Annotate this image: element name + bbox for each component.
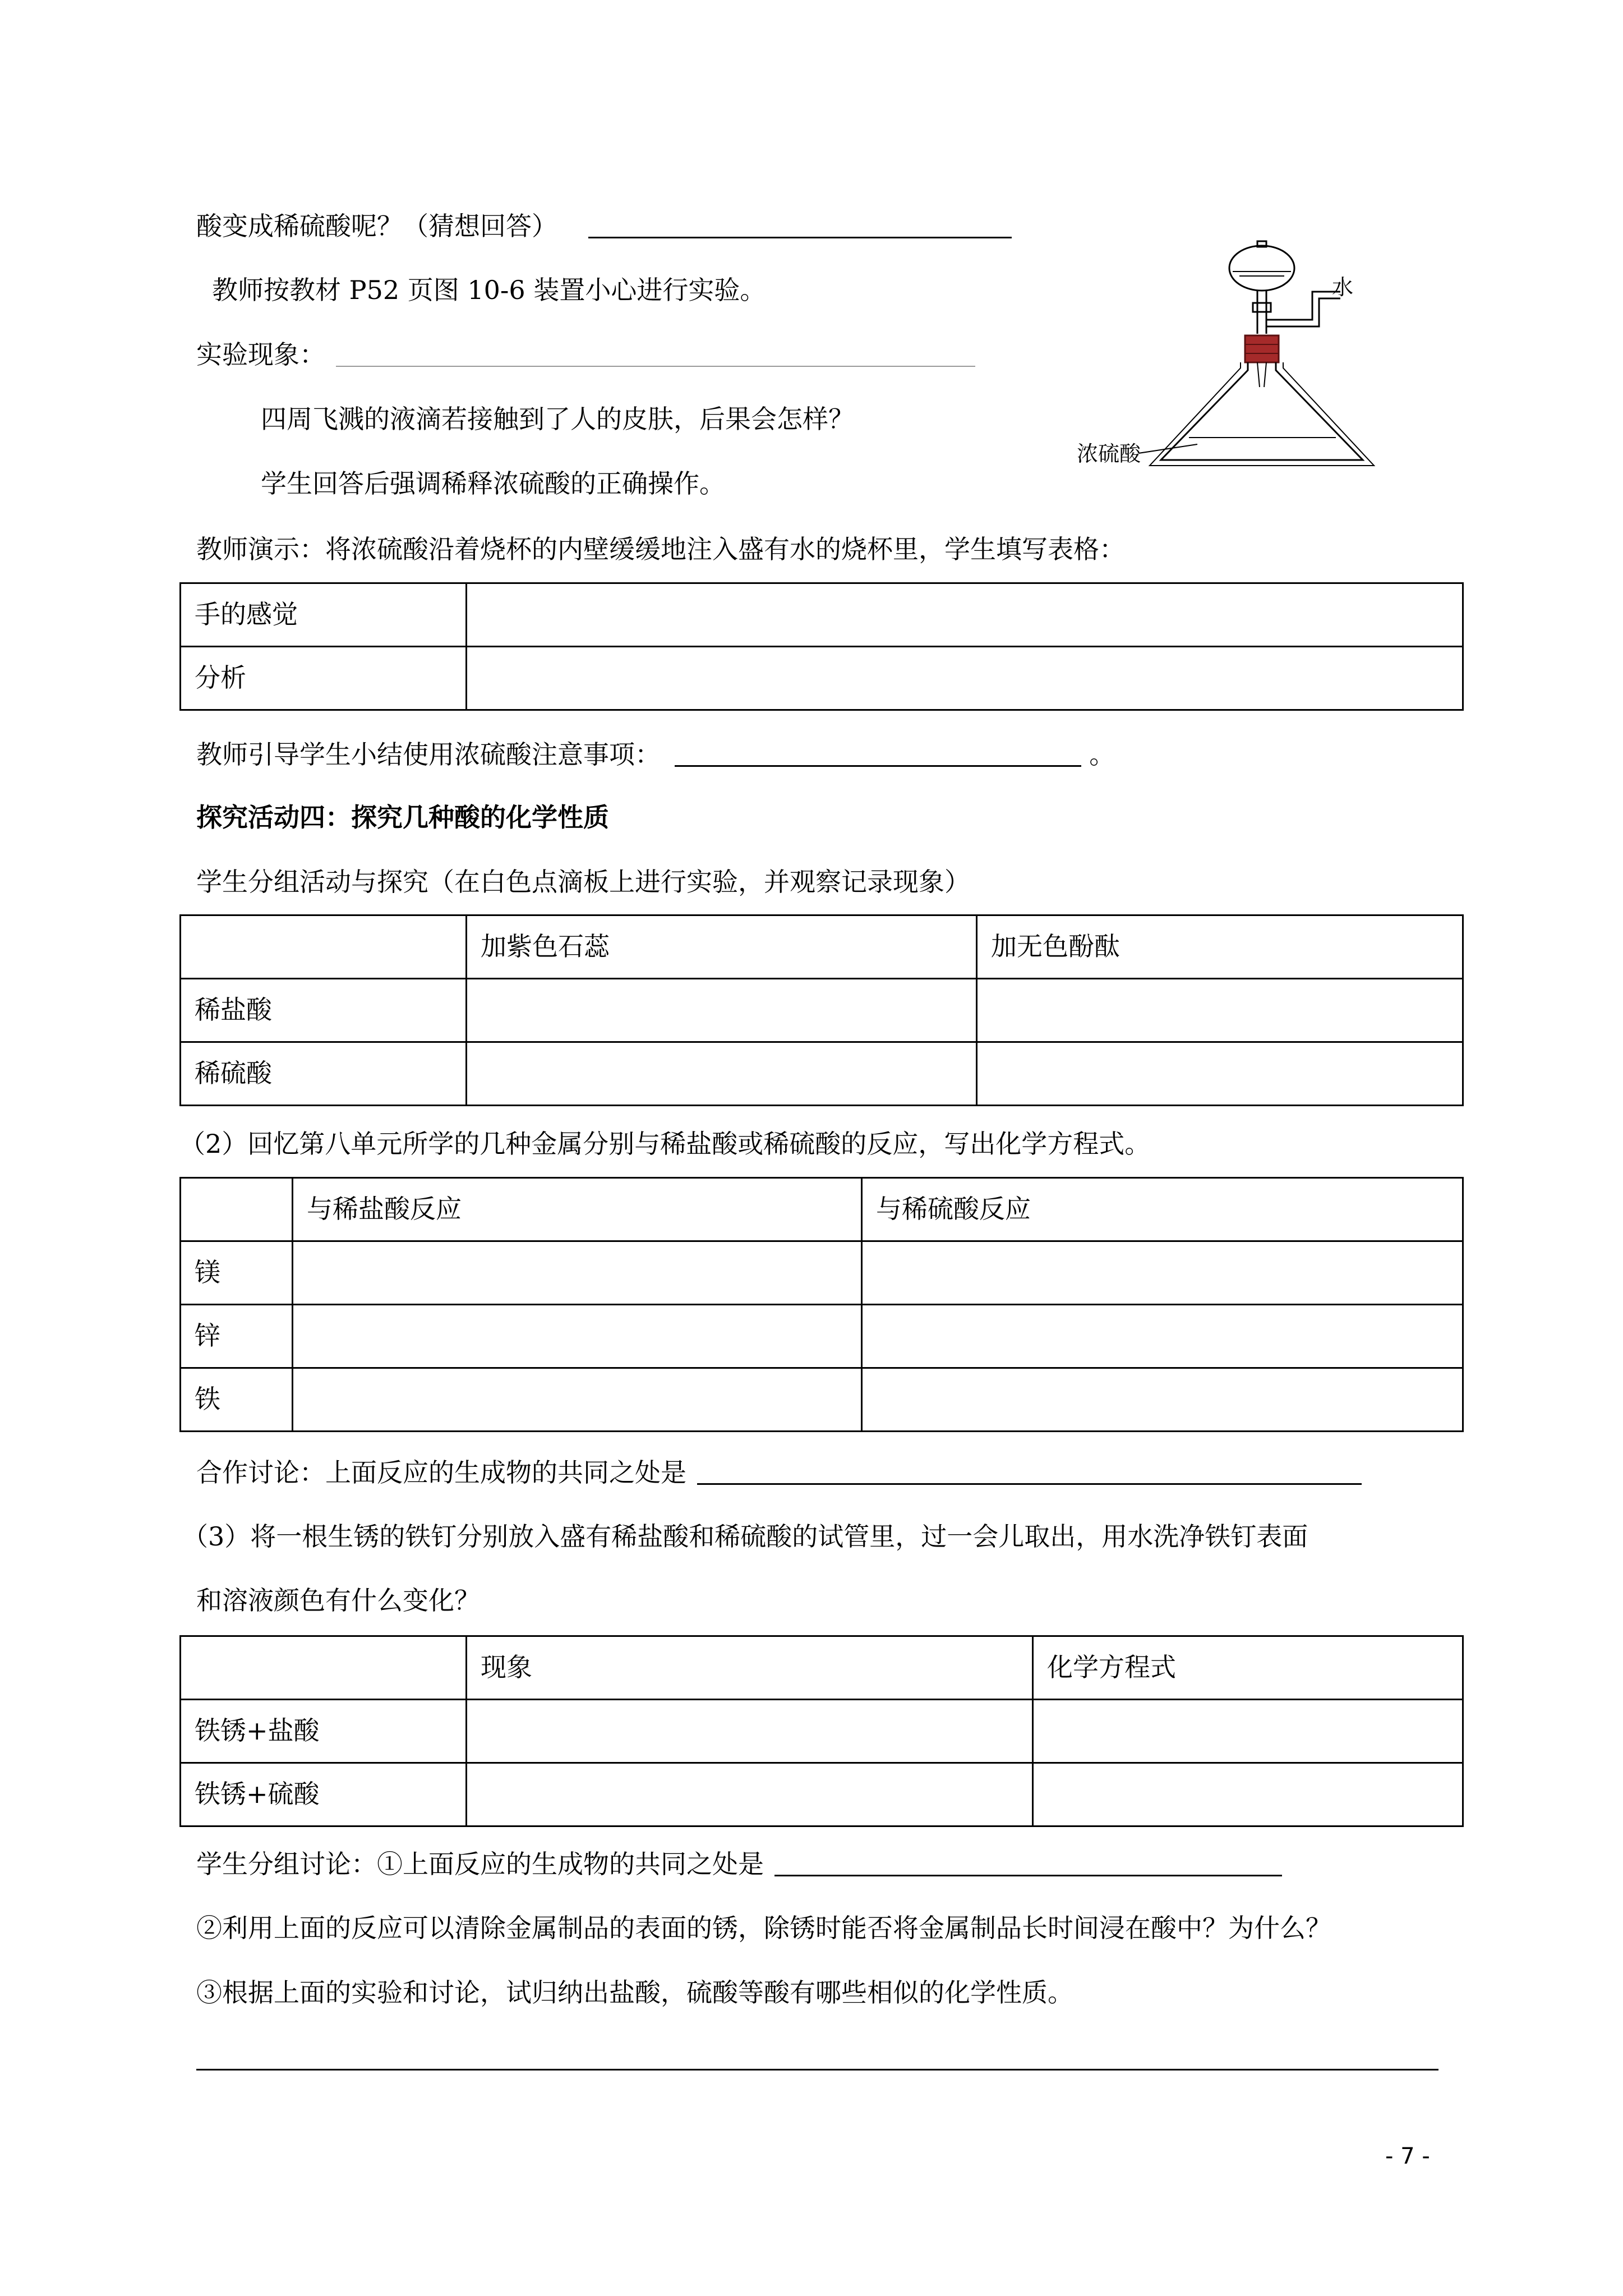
row-label: 铁	[181, 1368, 293, 1432]
indicator-table	[179, 914, 1464, 1106]
answer-cell[interactable]	[293, 1368, 862, 1432]
answer-cell[interactable]	[293, 1241, 862, 1305]
row-label: 分析	[181, 647, 467, 710]
header-cell: 加无色酚酞	[977, 915, 1463, 979]
question-summarize-properties: ③根据上面的实验和讨论，试归纳出盐酸，硫酸等酸有哪些相似的化学性质。	[196, 1977, 1073, 2008]
header-cell: 化学方程式	[1033, 1636, 1463, 1700]
answer-cell[interactable]	[467, 1763, 1033, 1826]
answer-blank-phenomenon[interactable]	[336, 341, 975, 367]
table-row	[181, 1700, 1463, 1763]
row-label: 手的感觉	[181, 583, 467, 647]
answer-cell[interactable]	[467, 1700, 1033, 1763]
answer-cell[interactable]	[1033, 1763, 1463, 1826]
period: 。	[1089, 739, 1115, 770]
row-label: 铁锈+盐酸	[181, 1700, 467, 1763]
summary-text: 教师引导学生小结使用浓硫酸注意事项：	[196, 739, 661, 770]
table-row	[181, 1305, 1463, 1368]
hand-feeling-table	[179, 582, 1464, 711]
question-rusty-nail-cont: 和溶液颜色有什么变化？	[196, 1585, 480, 1616]
question-splash: 四周飞溅的液滴若接触到了人的皮肤，后果会怎样？	[261, 404, 854, 434]
answer-blank-precautions[interactable]	[675, 740, 1081, 767]
answer-cell[interactable]	[467, 583, 1463, 647]
teacher-demo: 教师演示：将浓硫酸沿着烧杯的内壁缓缓地注入盛有水的烧杯里，学生填写表格：	[196, 534, 1125, 564]
table-header-row	[181, 915, 1463, 979]
answer-cell[interactable]	[862, 1241, 1463, 1305]
header-cell	[181, 1636, 467, 1700]
group-discussion-line	[196, 1849, 1282, 1880]
table-row	[181, 1042, 1463, 1106]
table-row	[181, 979, 1463, 1042]
answer-blank-guess[interactable]	[588, 212, 1012, 238]
header-cell	[181, 1178, 293, 1241]
table-header-row	[181, 1178, 1463, 1241]
row-label: 锌	[181, 1305, 293, 1368]
group-discussion-text: 学生分组讨论：①上面反应的生成物的共同之处是	[196, 1849, 764, 1879]
header-cell: 与稀硫酸反应	[862, 1178, 1463, 1241]
page-number: - 7 -	[1385, 2143, 1430, 2169]
question-text: 酸变成稀硫酸呢？（猜想回答）	[196, 211, 557, 241]
answer-cell[interactable]	[467, 647, 1463, 710]
question-metals: （2）回忆第八单元所学的几种金属分别与稀盐酸或稀硫酸的反应，写出化学方程式。	[179, 1129, 1151, 1159]
answer-blank-common-products[interactable]	[697, 1458, 1362, 1485]
question-line-guess	[196, 211, 1012, 242]
answer-line-properties[interactable]	[196, 2069, 1438, 2070]
table-row	[181, 647, 1463, 710]
emphasis-note: 学生回答后强调稀释浓硫酸的正确操作。	[261, 468, 725, 499]
answer-cell[interactable]	[862, 1368, 1463, 1432]
question-rusty-nail: （3）将一根生锈的铁钉分别放入盛有稀盐酸和稀硫酸的试管里，过一会儿取出，用水洗净铁钉表面	[182, 1521, 1308, 1552]
discussion-text: 合作讨论：上面反应的生成物的共同之处是	[196, 1457, 686, 1488]
question-rust-removal: ②利用上面的反应可以清除金属制品的表面的锈，除锈时能否将金属制品长时间浸在酸中？为什么？	[196, 1913, 1331, 1943]
row-label: 稀硫酸	[181, 1042, 467, 1106]
answer-cell[interactable]	[293, 1305, 862, 1368]
phenomenon-label: 实验现象：	[196, 339, 325, 370]
water-label: 水	[1332, 275, 1354, 300]
header-cell	[181, 915, 467, 979]
phenomenon-line	[196, 339, 975, 370]
header-cell: 现象	[467, 1636, 1033, 1700]
activity-heading: 探究活动四：探究几种酸的化学性质	[196, 802, 609, 832]
row-label: 稀盐酸	[181, 979, 467, 1042]
answer-cell[interactable]	[467, 979, 977, 1042]
discussion-line	[196, 1457, 1362, 1488]
table-row	[181, 1763, 1463, 1826]
table-row	[181, 583, 1463, 647]
metal-reaction-table	[179, 1177, 1464, 1432]
rust-reaction-table	[179, 1635, 1464, 1827]
row-label: 铁锈+硫酸	[181, 1763, 467, 1826]
dilution-apparatus-figure	[1077, 236, 1391, 482]
summary-line	[196, 739, 1115, 770]
answer-cell[interactable]	[977, 1042, 1463, 1106]
answer-cell[interactable]	[862, 1305, 1463, 1368]
header-cell: 与稀盐酸反应	[293, 1178, 862, 1241]
table-row	[181, 1368, 1463, 1432]
acid-label: 浓硫酸	[1077, 441, 1141, 466]
answer-cell[interactable]	[977, 979, 1463, 1042]
row-label: 镁	[181, 1241, 293, 1305]
answer-blank-rust-products[interactable]	[774, 1850, 1282, 1876]
answer-cell[interactable]	[1033, 1700, 1463, 1763]
table-row	[181, 1241, 1463, 1305]
table-header-row	[181, 1636, 1463, 1700]
answer-cell[interactable]	[467, 1042, 977, 1106]
experiment-instruction: 教师按教材 P52 页图 10-6 装置小心进行实验。	[212, 275, 766, 305]
header-cell: 加紫色石蕊	[467, 915, 977, 979]
group-activity-intro: 学生分组活动与探究（在白色点滴板上进行实验，并观察记录现象）	[196, 867, 970, 897]
